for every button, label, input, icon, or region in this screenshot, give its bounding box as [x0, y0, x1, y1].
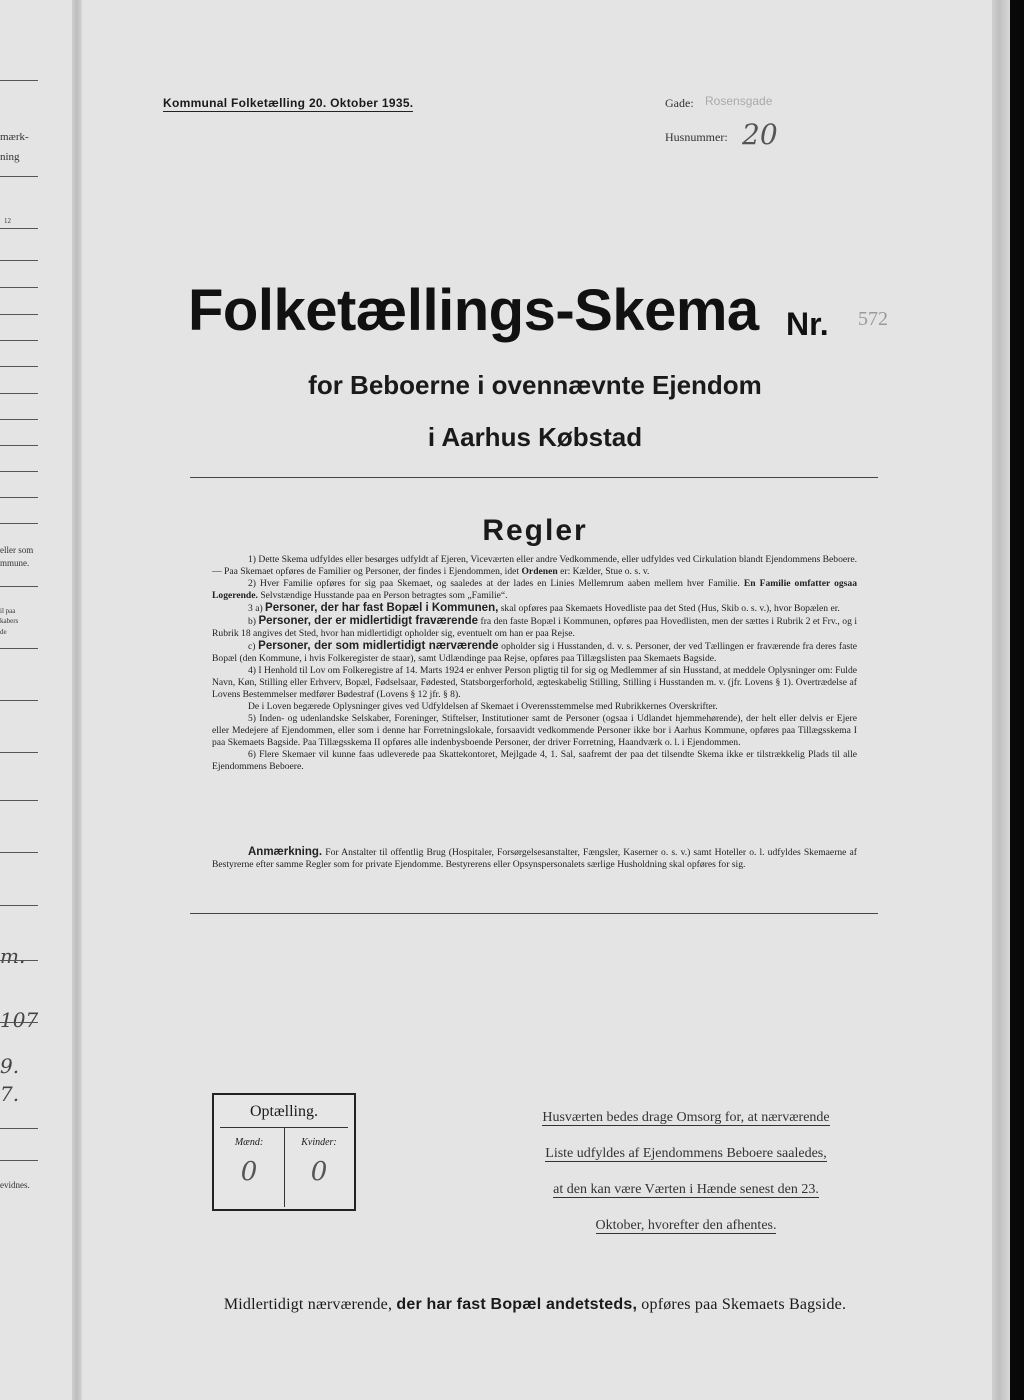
rule-paragraph: 3 a) Personer, der har fast Bopæl i Kommunen, skal opføres paa Skemaets Hovedliste paa det Sted (Hus, Skib o. s. v.), hvor Bopælen er.: [248, 602, 840, 614]
rule-paragraph: 2) Hver Familie opføres for sig paa Skemaet, og saaledes at der lades en Linies Mellemrum aaben mellem hver Familie. En Familie omfatter ogsaa Logerende. Selvstændige Husstande paa en Person betragtes som „Familie“.: [212, 578, 857, 601]
fragment-text: eller som: [0, 545, 34, 555]
census-header: Kommunal Folketælling 20. Oktober 1935.: [163, 96, 414, 110]
fragment-rule: [0, 648, 38, 649]
rules-body: [212, 554, 857, 773]
fragment-rule: [0, 80, 38, 81]
fragment-rule: [0, 340, 38, 341]
landlord-notice: [516, 1100, 856, 1244]
anmaerkning: [212, 846, 857, 871]
rule-paragraph: 6) Flere Skemaer vil kunne faas udleverede paa Skattekontoret, Mejlgade 4, 1. Sal, saafremt der paa det tilsendte Skema ikke er tilstrækkelig Plads til alle Ejendommens Beboere.: [212, 749, 857, 772]
fragment-text: 12: [4, 217, 11, 225]
rule-paragraph: De i Loven begærede Oplysninger gives ved Udfyldelsen af Skemaet i Overensstemmelse med Rubrikkernes Overskrifter.: [248, 701, 718, 712]
fragment-rule: [0, 1022, 38, 1023]
fragment-rule: [0, 960, 38, 961]
page-gutter: [72, 0, 82, 1400]
rule-paragraph: 1) Dette Skema udfyldes eller besørges udfyldt af Ejeren, Viceværten eller andre Vedkommende, eller udfyldes ved Cirkulation blandt Ejendommens Beboere. — Paa Skemaet opføres de Familier og Personer, der findes i Ejendommen, idet Ordenen er: Kælder, Stue o. s. v.: [212, 554, 857, 577]
form-subtitle: for Beboerne i ovennævnte Ejendom: [308, 370, 762, 400]
fragment-rule: [0, 176, 38, 177]
kvinder-count: 0: [310, 1157, 328, 1187]
divider: [190, 913, 878, 914]
divider: [190, 477, 878, 478]
fragment-text: evidnes.: [0, 1180, 30, 1190]
rule-paragraph: 5) Inden- og udenlandske Selskaber, Foreninger, Stiftelser, Institutioner samt de Personer (ogsaa i Udlandet hjemmehørende), der helt eller delvis er Ejere eller Medejere af Ejendommen, eller som i denne har Forretningslokale, forsaavidt vedkommende Personer ikke bor i Aarhus Kommune, opføres paa Tillægsskema I paa Skemaets Bagside. Paa Tillægsskema II opføres alle indenbysboende Personer, der driver Forretning, Haandværk o. l. i Ejendommen.: [212, 713, 857, 748]
gade-label: Gade:: [665, 96, 694, 110]
fragment-text: mærk-: [0, 131, 29, 143]
form-number: 572: [858, 308, 888, 330]
fragment-rule: [0, 419, 38, 420]
fragment-rule: [0, 800, 38, 801]
notice-line: at den kan være Værten i Hænde senest den 23.: [553, 1182, 819, 1197]
rule-paragraph: c) Personer, der som midlertidigt nærværende opholder sig i Husstanden, d. v. s. Personer, der ved Tællingen er fraværende fra deres faste Bopæl (den Kommune, i hvis Folkeregister de staar), samt Udlændinge paa Rejse, opføres paa Tillægslisten paa Skemaets Bagside.: [212, 640, 857, 664]
fragment-text: ning: [0, 151, 20, 163]
page-edge: [992, 0, 1010, 1400]
maend-label: Mænd:: [234, 1137, 264, 1148]
fragment-rule: [0, 586, 38, 587]
fragment-rule: [0, 700, 38, 701]
fragment-rule: [0, 1128, 38, 1129]
fragment-rule: [0, 314, 38, 315]
kvinder-label: Kvinder:: [301, 1137, 337, 1148]
fragment-text: mmune.: [0, 558, 30, 568]
fragment-rule: [0, 752, 38, 753]
fragment-rule: [0, 260, 38, 261]
fragment-rule: [0, 852, 38, 853]
fragment-rule: [0, 366, 38, 367]
scan-border: [1010, 0, 1024, 1400]
fragment-handwriting: 107: [0, 1008, 39, 1032]
bottom-note: Midlertidigt nærværende, der har fast Bopæl andetsteds, opføres paa Skemaets Bagside.: [223, 1296, 847, 1313]
optaelling-title: Optælling.: [249, 1103, 318, 1120]
fragment-rule: [0, 287, 38, 288]
husnummer-label: Husnummer:: [665, 130, 728, 144]
rule-paragraph: 4) I Henhold til Lov om Folkeregistre af 14. Marts 1924 er enhver Person pligtig til for sig og Medlemmer af sin Husstand, at meddele Oplysninger om: Fulde Navn, Køn, Stilling eller Erhverv, Bopæl, Fødselsaar, Fødested, Statsborgerforhold, ægteskabelig Stilling, Stilling i Husstanden m. v. (jfr. Lovens § 1). Overtrædelse af Lovens Bestemmelser medfører Bødestraf (Lovens § 12 jfr. § 8).: [212, 665, 857, 700]
gade-value: Rosensgade: [705, 94, 773, 108]
fragment-rule: [0, 1160, 38, 1161]
husnummer-value: 20: [742, 118, 778, 151]
notice-line: Husværten bedes drage Omsorg for, at nærværende: [542, 1110, 830, 1125]
fragment-handwriting: 9.: [0, 1054, 20, 1078]
fragment-rule: [0, 228, 38, 229]
fragment-handwriting: m.: [0, 944, 26, 968]
fragment-text: de: [0, 628, 7, 636]
optaelling-box: [212, 1093, 356, 1211]
nr-label: Nr.: [786, 306, 829, 342]
fragment-rule: [0, 905, 38, 906]
fragment-handwriting: 7.: [0, 1082, 20, 1106]
rule-paragraph: b) Personer, der er midlertidigt fraværende fra den faste Bopæl i Kommunen, opføres paa Hovedlisten, men der sættes i Rubrik 2 et Frv., og i Rubrik 18 angives det Sted, hvor han midlertidigt opholder sig, eventuelt om han er paa Rejse.: [212, 615, 858, 639]
anmaerkning-paragraph: Anmærkning. For Anstalter til offentlig Brug (Hospitaler, Forsørgelsesanstalter, Fængsler, Kaserner o. s. v.) samt Hoteller o. l. udfyldes Skemaerne af Bestyrerne efter samme Regler som for private Ejendomme. Bestyrerens eller Opsynspersonalets særlige Husholdning skal opføres for sig.: [212, 846, 857, 870]
rules-heading: Regler: [482, 514, 588, 547]
form-title: Folketællings-Skema: [188, 278, 759, 343]
fragment-text: kabers: [0, 617, 19, 625]
maend-count: 0: [240, 1157, 258, 1187]
form-subtitle-city: i Aarhus Købstad: [427, 422, 643, 452]
notice-line: Liste udfyldes af Ejendommens Beboere saaledes,: [545, 1146, 827, 1161]
notice-line: Oktober, hvorefter den afhentes.: [595, 1218, 777, 1233]
fragment-text: il paa: [0, 607, 16, 615]
fragment-rule: [0, 471, 38, 472]
fragment-rule: [0, 497, 38, 498]
